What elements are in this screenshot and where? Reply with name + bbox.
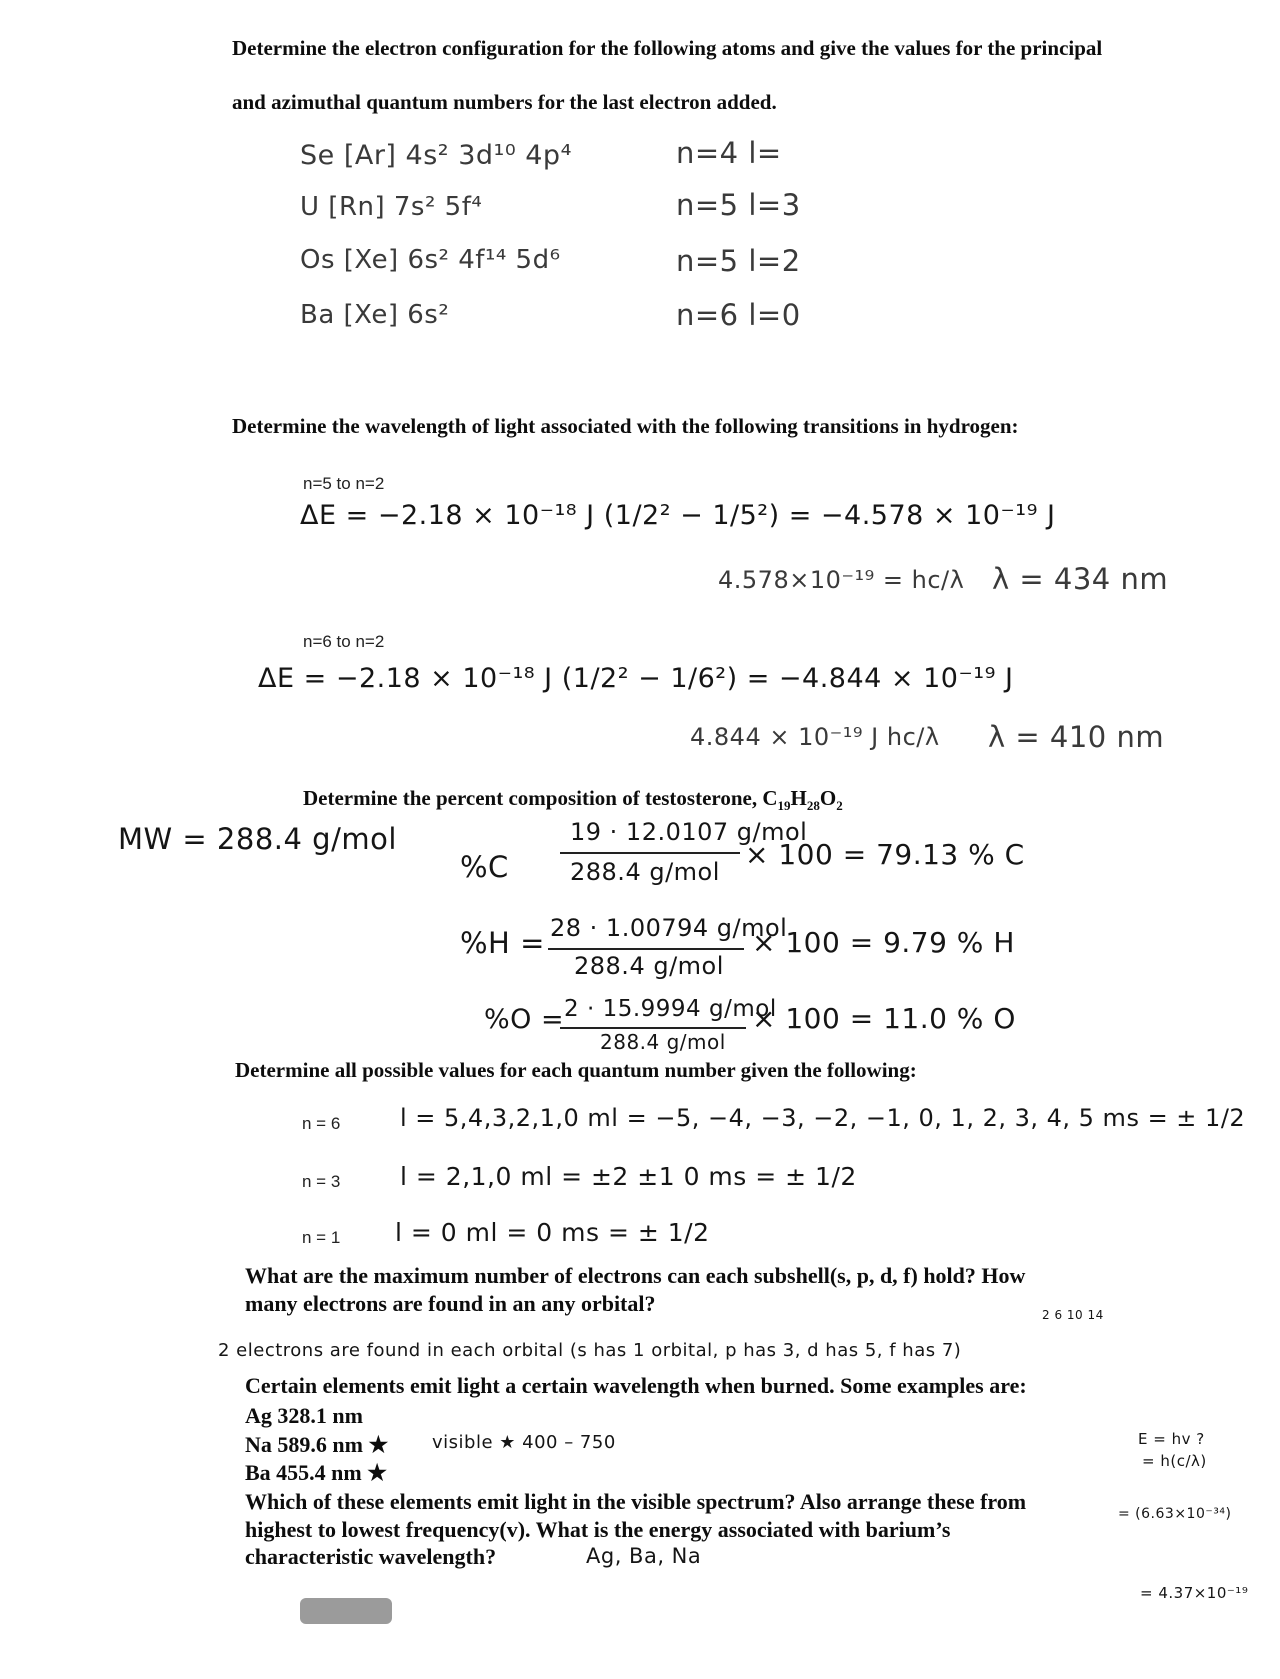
- row-n3-values: l = 2,1,0 ml = ±2 ±1 0 ms = ± 1/2: [400, 1162, 857, 1191]
- q5-prompt-line2: many electrons are found in an any orbital?: [245, 1291, 656, 1316]
- os-quantum-numbers: n=5 l=2: [676, 244, 801, 278]
- transition-1-equation: ΔE = −2.18 × 10⁻¹⁸ J (1/2² − 1/5²) = −4.578 × 10⁻¹⁹ J: [300, 500, 1056, 531]
- sodium-wavelength: Na 589.6 nm ★: [245, 1432, 389, 1457]
- q1-prompt-line1: Determine the electron configuration for the following atoms and give the values for the principal: [232, 36, 1103, 60]
- visible-range-note: visible ★ 400 – 750: [432, 1432, 616, 1453]
- ba-config: Ba [Xe] 6s²: [300, 300, 450, 330]
- percent-h-fraction-bar: [548, 948, 744, 950]
- percent-c-denominator: 288.4 g/mol: [570, 858, 720, 886]
- q5-answer: 2 electrons are found in each orbital (s has 1 orbital, p has 3, d has 5, f has 7): [218, 1340, 962, 1361]
- q4-prompt: Determine all possible values for each quantum number given the following:: [235, 1058, 917, 1082]
- percent-c-result: × 100 = 79.13 % C: [745, 838, 1025, 871]
- q3-prompt-text: Determine the percent composition of testosterone, C: [303, 786, 778, 810]
- q5-prompt-line1: What are the maximum number of electrons can each subshell(s, p, d, f) hold? How: [245, 1263, 1026, 1288]
- transition-2-equation: ΔE = −2.18 × 10⁻¹⁸ J (1/2² − 1/6²) = −4.844 × 10⁻¹⁹ J: [258, 663, 1014, 694]
- row-n1-label: n = 1: [302, 1228, 341, 1247]
- silver-wavelength: Ag 328.1 nm: [245, 1403, 363, 1428]
- percent-o-numerator: 2 · 15.9994 g/mol: [564, 996, 777, 1022]
- u-config: U [Rn] 7s² 5f⁴: [300, 192, 483, 222]
- percent-h-denominator: 288.4 g/mol: [574, 952, 724, 980]
- ba-quantum-numbers: n=6 l=0: [676, 298, 801, 332]
- molar-mass: MW = 288.4 g/mol: [118, 822, 397, 856]
- oxygen-subscript: 2: [836, 798, 843, 814]
- transition-1-label: n=5 to n=2: [303, 474, 385, 493]
- percent-c-numerator: 19 · 12.0107 g/mol: [570, 818, 808, 846]
- os-config: Os [Xe] 6s² 4f¹⁴ 5d⁶: [300, 245, 561, 275]
- energy-work-line2: = h(c/λ): [1142, 1452, 1207, 1470]
- barium-wavelength: Ba 455.4 nm ★: [245, 1460, 387, 1485]
- oxygen-symbol: O: [819, 786, 837, 810]
- percent-h-result: × 100 = 9.79 % H: [752, 926, 1015, 959]
- q6-question-line1: Which of these elements emit light in the visible spectrum? Also arrange these from: [245, 1489, 1027, 1514]
- q6-intro: Certain elements emit light a certain wavelength when burned. Some examples are:: [245, 1373, 1027, 1398]
- percent-c-label: %C: [460, 850, 509, 884]
- q3-prompt: [303, 786, 843, 814]
- q6-question-line2: highest to lowest frequency(v). What is the energy associated with barium’s: [245, 1517, 951, 1542]
- transition-2-label: n=6 to n=2: [303, 632, 385, 651]
- percent-h-label: %H =: [460, 926, 545, 960]
- u-quantum-numbers: n=5 l=3: [676, 188, 801, 222]
- carbon-subscript: 19: [777, 798, 791, 814]
- percent-h-numerator: 28 · 1.00794 g/mol: [550, 914, 788, 942]
- percent-o-denominator: 288.4 g/mol: [600, 1030, 726, 1054]
- energy-work-line1: E = hv ?: [1138, 1430, 1205, 1448]
- row-n3-label: n = 3: [302, 1172, 341, 1191]
- q2-prompt: Determine the wavelength of light associated with the following transitions in hydrogen:: [232, 414, 1019, 438]
- redaction-smudge: [300, 1598, 392, 1624]
- transition-1-wavelength: λ = 434 nm: [992, 562, 1169, 596]
- row-n6-label: n = 6: [302, 1114, 341, 1133]
- hydrogen-symbol: H: [790, 786, 807, 810]
- q1-prompt-line2: and azimuthal quantum numbers for the last electron added.: [232, 90, 777, 114]
- transition-1-hc: 4.578×10⁻¹⁹ = hc/λ: [718, 566, 965, 594]
- percent-o-result: × 100 = 11.0 % O: [752, 1002, 1016, 1035]
- subshell-capacities: 2 6 10 14: [1042, 1308, 1104, 1322]
- energy-work-result: = 4.37×10⁻¹⁹: [1140, 1584, 1249, 1602]
- frequency-order: Ag, Ba, Na: [586, 1544, 702, 1568]
- row-n6-values: l = 5,4,3,2,1,0 ml = −5, −4, −3, −2, −1, 0, 1, 2, 3, 4, 5 ms = ± 1/2: [400, 1104, 1246, 1132]
- q6-question-line3: characteristic wavelength?: [245, 1544, 497, 1569]
- percent-c-fraction-bar: [560, 852, 740, 854]
- percent-o-fraction-bar: [560, 1027, 746, 1029]
- hydrogen-subscript: 28: [806, 798, 820, 814]
- se-config: Se [Ar] 4s² 3d¹⁰ 4p⁴: [300, 140, 572, 171]
- transition-2-wavelength: λ = 410 nm: [988, 720, 1165, 754]
- se-quantum-numbers: n=4 l=: [676, 136, 782, 170]
- row-n1-values: l = 0 ml = 0 ms = ± 1/2: [395, 1218, 710, 1247]
- transition-2-hc: 4.844 × 10⁻¹⁹ J hc/λ: [690, 723, 940, 751]
- energy-work-line3: = (6.63×10⁻³⁴): [1118, 1506, 1232, 1522]
- percent-o-label: %O =: [484, 1004, 565, 1035]
